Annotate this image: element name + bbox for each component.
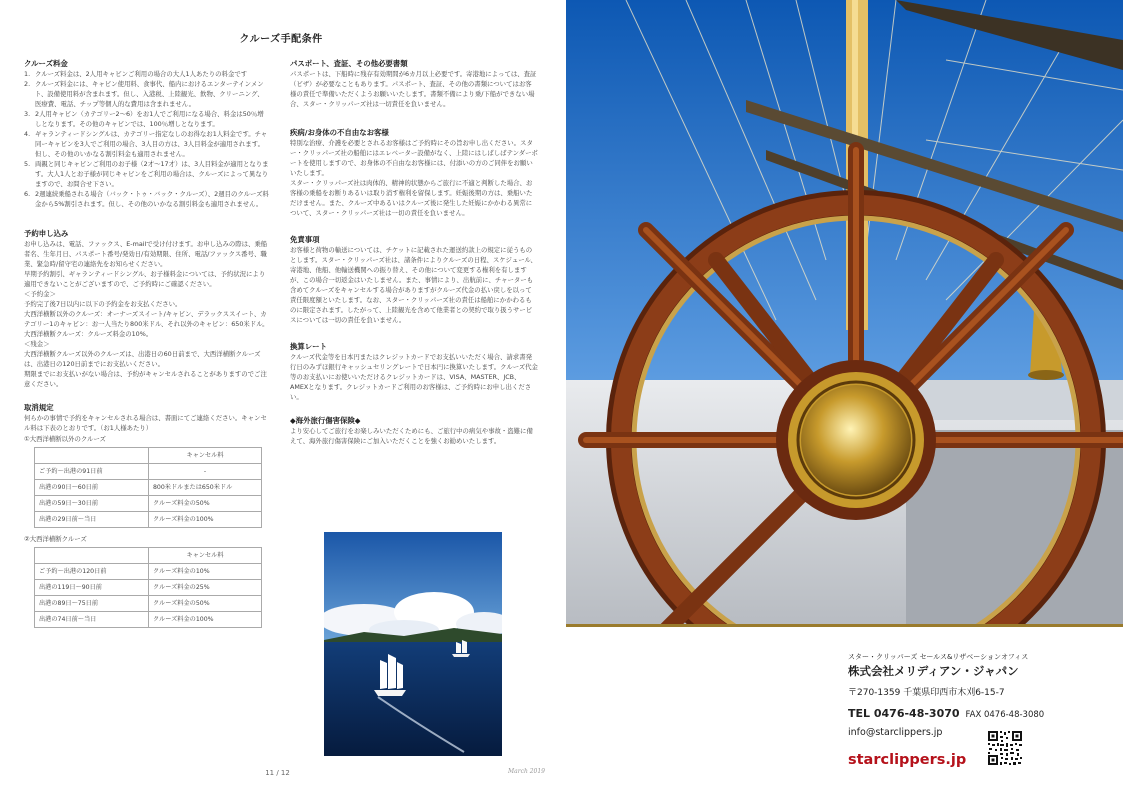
sailing-ship-photo xyxy=(324,532,502,756)
table-cell: 出港の59日〜30日前 xyxy=(35,496,149,512)
cancel-intro: 何らかの事情で予約をキャンセルされる場合は、書面にてご連絡ください。キャンセル料は下表のとおりです。（お1人様あたり） xyxy=(24,414,267,432)
cancel-section xyxy=(24,402,269,628)
table-cell: クルーズ料金の10% xyxy=(149,564,262,580)
website-link[interactable]: starclippers.jp xyxy=(848,752,967,768)
right-column xyxy=(290,58,538,459)
table-cell: クルーズ料金の100% xyxy=(149,612,262,628)
table-header-row xyxy=(35,548,262,564)
passport-text: パスポートは、下船時に残存有効期間が6カ月以上必要です。寄港地によっては、査証（ビザ）が必要なこともあります。パスポート、査証、その他の書類についてはお客様の責任で準備いただくようお願いいたします。書類不備により乗/下船ができない場合、スター・クリッパーズ社は一切責任を負いません。 xyxy=(290,70,537,108)
insurance-heading: ◆海外旅行傷害保険◆ xyxy=(290,416,361,425)
list-text: 両親と同じキャビンご利用のお子様（2才〜17才）は、3人目料金が適用となります。大人1人とお子様が同じキャビンをご利用の場合は、クルーズによって異なりますので、お問合せ下さい。 xyxy=(35,160,269,188)
exchange-heading: 換算レート xyxy=(290,342,327,351)
booking-heading: 予約申し込み xyxy=(24,229,69,238)
list-text: ギャランティードシングルは、カテゴリー指定なしのお得なお1人料金です。チャ同ーキャビンを3人でご利用の場合、3人目の方は、3人目料金が適用されます。但し、その他のいかなる割引料金も適用されません。 xyxy=(35,130,268,158)
list-item xyxy=(24,69,269,79)
list-item xyxy=(24,79,269,109)
table-cell: クルーズ料金の100% xyxy=(149,512,262,528)
ships-wheel-photo xyxy=(566,0,1123,624)
sales-office-contact xyxy=(848,652,1108,769)
booking-paragraph: 期限までにお支払いがない場合は、予約がキャンセルされることがありますのでご注意ください。 xyxy=(24,370,267,388)
table-cell: 800米ドルまたは650米ドル xyxy=(149,480,262,496)
qr-code[interactable] xyxy=(987,730,1023,766)
list-number: 3. xyxy=(24,110,31,118)
cancel-table-2 xyxy=(34,547,262,628)
gold-divider xyxy=(566,624,1123,627)
table-header: キャンセル料 xyxy=(149,448,262,464)
health-text: 特別な治療、介護を必要とされるお客様はご予約時にその旨お申し出ください。スター・クリッパーズ社の船舶にはエレベーター設備がなく、上陸にはしばしばテンダーボートを使用しますので、お身体の不自由なお客様には、付添いの方のご同伴をお願いいたします。 スター・クリッパーズ社は肉体的、精神的状態からご旅行に不適と判断した場合、お客様の乗船をお断りあるいは取り消す権利を留保します。妊娠後期の方は、乗船いただけません。また、クルーズ中あるいはクルーズ後に発生した妊娠にかかわる異常について、スター・クリッパーズ社は一切の責任を負いません。 xyxy=(290,139,538,217)
list-number: 5. xyxy=(24,160,31,168)
fare-list xyxy=(24,69,269,209)
office-address: 〒270-1359 千葉県印西市木刈6-15-7 xyxy=(848,688,1005,698)
fax: FAX 0476-48-3080 xyxy=(965,710,1045,720)
table-row xyxy=(35,480,262,496)
booking-paragraph: 早期予約割引、ギャランティードシングル、お子様料金については、予約状況により適用できないことがございますので、ご予約時にご確認ください。 xyxy=(24,270,266,288)
list-item xyxy=(24,129,269,159)
list-item xyxy=(24,189,269,209)
table-row xyxy=(35,580,262,596)
booking-paragraph: お申し込みは、電話、ファックス、E-mailで受け付けます。お申し込みの際は、乗船者名、生年月日、パスポート番号/発効日/有効期限、住所、電話/ファックス番号、職業、緊急時/留守宅の連絡先をお知らせください。 xyxy=(24,240,268,268)
list-number: 4. xyxy=(24,130,31,138)
cancel-table-1 xyxy=(34,447,262,528)
fare-section xyxy=(24,58,269,209)
table-cell: ご予約〜出港の91日前 xyxy=(35,464,149,480)
disclaimer-heading: 免責事項 xyxy=(290,235,320,244)
table-cell: - xyxy=(149,464,262,480)
booking-paragraph: 大西洋横断クルーズ：クルーズ料金の10%。 xyxy=(24,330,153,338)
table-row xyxy=(35,496,262,512)
passport-section xyxy=(290,58,538,109)
office-subtitle: スター・クリッパーズ セールス&リザベーションオフィス xyxy=(848,653,1029,661)
table-cell xyxy=(35,448,149,464)
list-number: 6. xyxy=(24,190,31,198)
page-number: 11 / 12 xyxy=(265,769,290,777)
sailing-ship-image xyxy=(324,532,502,756)
table-row xyxy=(35,612,262,628)
exchange-section xyxy=(290,341,538,402)
table-header-row xyxy=(35,448,262,464)
table-row xyxy=(35,464,262,480)
table-row xyxy=(35,564,262,580)
disclaimer-text: お客様と荷物の輸送については、チケットに記載された運送約款上の規定に従うものとします。スター・クリッパーズ社は、諸条件によりクルーズの日程、スケジュール、寄港地、他船、他輸送機関への振り替え、その他について変更する権利を有しますが、この場合一切返金はいたしません。また、事情により、出航前に、チャーターも含めてクルーズをキャンセルする場合がありますがクルーズ代金の払い戻しを以って責任限度額といたします。なお、スター・クリッパーズ社の責任は船舶にかかわるものに限定されます。したがって、上陸観光を含めて他業者との契約で取り扱うサービスについては一切の責任を負いません。 xyxy=(290,246,537,324)
table-cell: 出港の74日前〜当日 xyxy=(35,612,149,628)
table-cell: クルーズ料金の25% xyxy=(149,580,262,596)
ships-wheel-image xyxy=(566,0,1123,624)
table-cell: クルーズ料金の50% xyxy=(149,596,262,612)
booking-paragraph: 予約完了後7日以内に以下の予約金をお支払ください。 xyxy=(24,300,182,308)
table-row xyxy=(35,512,262,528)
table-cell: 出港の119日〜90日前 xyxy=(35,580,149,596)
table-cell: 出港の90日〜60日前 xyxy=(35,480,149,496)
table-cell: 出港の29日前〜当日 xyxy=(35,512,149,528)
table-cell: 出港の89日〜75日前 xyxy=(35,596,149,612)
booking-paragraph: ＜予約金＞ xyxy=(24,290,56,298)
company-name: 株式会社メリディアン・ジャパン xyxy=(848,664,1019,678)
health-section xyxy=(290,127,538,218)
table-row xyxy=(35,596,262,612)
email-link[interactable]: info@starclippers.jp xyxy=(848,727,943,738)
phone-line xyxy=(848,704,1108,723)
booking-paragraph: 大西洋横断以外のクルーズ：オーナーズスイート/キャビン、デラックススイート、カテゴリー1のキャビン：お一人当たり800米ドル、それ以外のキャビン：650米ドル。 xyxy=(24,310,269,328)
exchange-text: クルーズ代金等を日本円またはクレジットカードでお支払いいただく場合、請求書発行日のみずほ銀行キャッシュセリングレートで日本円に換算いたします。クルーズ代金等のお支払いにお使いいただけるクレジットカードは、VISA、MASTER、JCB、AMEXとなります。クレジットカードご利用のお客様は、ご予約時にお申し出ください。 xyxy=(290,353,538,401)
page-title: クルーズ手配条件 xyxy=(239,34,323,45)
edition-date: March 2019 xyxy=(508,768,545,775)
cancel-heading: 取消規定 xyxy=(24,403,54,412)
disclaimer-section xyxy=(290,234,538,325)
table-cell: ご予約〜出港の120日前 xyxy=(35,564,149,580)
left-column xyxy=(24,58,269,641)
booking-paragraph: 大西洋横断クルーズ以外のクルーズは、出港日の60日前まで、大西洋横断クルーズは、出港日の120日前までにお支払いください。 xyxy=(24,350,261,368)
insurance-text: より安心してご旅行をお楽しみいただくためにも、ご旅行中の病気や事故・盗難に備えて、海外旅行傷害保険にご加入いただくことを強くお勧めいたします。 xyxy=(290,427,533,445)
list-item xyxy=(24,159,269,189)
list-text: クルーズ料金は、2人用キャビンご利用の場合の大人1人あたりの料金です xyxy=(35,70,248,78)
list-text: クルーズ料金には、キャビン使用料、食事代、船内におけるエンターテインメント、設備使用料が含まれます。但し、入港税、上陸観光、飲物、クリーニング、医療費、電話、チップ等個人的な費用は含まれません。 xyxy=(35,80,264,108)
list-text: 2人用キャビン（カテゴリー2〜6）をお1人でご利用になる場合、料金は50％増しとなります。その他のキャビンでは、100％増しとなります。 xyxy=(35,110,264,128)
table-cell xyxy=(35,548,149,564)
list-text: 2週連続乗船される場合（バック・トゥ・バック・クルーズ）、2週目のクルーズ料金から5%割引されます。但し、その他のいかなる割引料金も適用されません。 xyxy=(35,190,269,208)
telephone[interactable]: TEL 0476-48-3070 xyxy=(848,707,960,720)
passport-heading: パスポート、査証、その他必要書類 xyxy=(290,59,408,68)
list-item xyxy=(24,109,269,129)
booking-paragraph: ＜残金＞ xyxy=(24,340,50,348)
table-header: キャンセル料 xyxy=(149,548,262,564)
table1-caption: ①大西洋横断以外のクルーズ xyxy=(24,435,106,443)
insurance-section xyxy=(290,415,538,446)
table2-caption: ②大西洋横断クルーズ xyxy=(24,535,87,543)
list-number: 2. xyxy=(24,80,31,88)
health-heading: 疾病/お身体の不自由なお客様 xyxy=(290,128,389,137)
list-number: 1. xyxy=(24,70,31,78)
table-cell: クルーズ料金の50% xyxy=(149,496,262,512)
qr-code-icon xyxy=(987,730,1023,766)
fare-heading: クルーズ料金 xyxy=(24,59,68,68)
booking-section xyxy=(24,228,269,389)
